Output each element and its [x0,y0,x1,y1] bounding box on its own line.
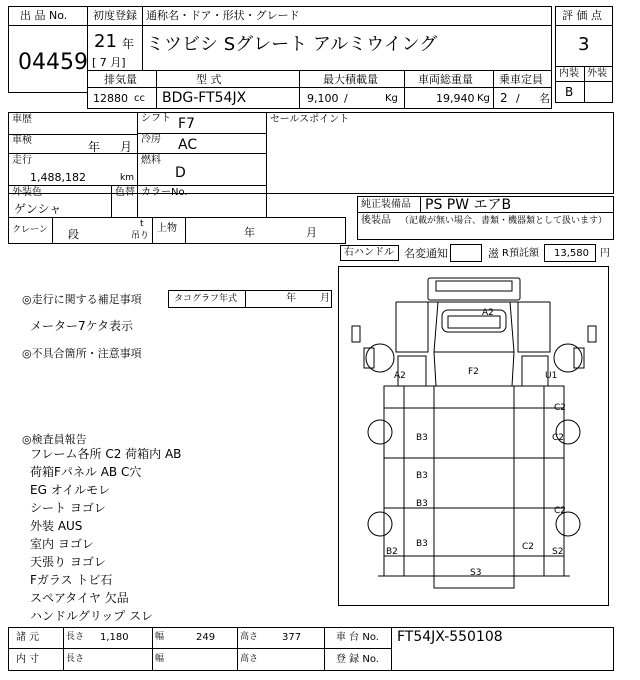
upload-label: 上物 [157,223,177,234]
steering: 右ハンドル [344,247,394,258]
upload-year-unit: 年 [244,226,255,239]
lot-label: 出 品 No. [20,9,68,22]
inspection-label: 車検 [12,135,32,146]
name-change-box [450,244,482,262]
interior-dims-label: 内 寸 [16,654,40,665]
report-line: 室内 ヨゴレ [30,537,94,551]
report-line: シート ヨゴレ [30,501,106,515]
fuel: D [175,165,186,181]
displacement-label: 排気量 [104,73,137,86]
displacement-unit: cc [134,93,145,104]
gross-weight: 19,940 [436,92,475,105]
width-label-interior: 幅 [155,654,165,664]
standard-label: 純正装備品 [361,199,411,210]
interior-label: 内装 [559,68,579,79]
plate-label: 滋 [488,247,499,260]
tacho-month-unit: 月 [320,293,330,304]
first-reg-month: [ 7 月] [92,56,126,69]
diagram-mark: C2 [554,403,567,413]
capacity: 2 [500,91,508,105]
shift-label: シフト [141,113,171,124]
max-load: 9,100 [307,92,339,105]
lot-number: 04459 [18,50,88,75]
crane-label: クレーン [12,225,48,235]
mileage-label: 走行 [12,155,32,166]
defects-title: ◎不具合箇所・注意事項 [22,347,142,360]
car-name: ミツビシ Sグレート アルミウイング [146,34,438,55]
gross-weight-label: 車両総重量 [418,73,473,86]
shift: F7 [178,116,195,132]
name-change-label: 名変通知 [404,247,448,260]
aftermarket-label: 後装品 [361,215,391,226]
report-line: EG オイルモレ [30,483,111,497]
dims-label: 諸 元 [16,632,40,643]
fuel-label: 燃料 [141,155,161,166]
crane-stage-unit: 段 [68,228,79,241]
recycle-unit: 円 [600,248,610,259]
interior-grade: B [565,85,574,99]
diagram-mark: B3 [416,433,428,443]
max-load-unit: Kg [385,93,398,104]
report-line: フレーム各所 C2 荷箱内 AB [30,447,182,461]
report-line: スペアタイヤ 欠品 [30,591,129,605]
recycle-label: R預託額 [502,248,539,259]
color-no-label: カラーNo. [141,187,188,198]
crane-ton-top: t [140,219,144,229]
standard: PS PW エアB [425,197,512,213]
model-code: BDG-FT54JX [162,90,247,106]
sales-point-label: セールスポイント [270,114,350,125]
exterior-grade-cell [584,81,613,103]
car-name-label: 通称名・ドア・形状・グレード [146,9,300,22]
reg-label: 登 録 No. [336,654,379,665]
diagram-mark: C2 [552,433,565,443]
vin-label: 車 台 No. [336,632,379,643]
mileage: 1,488,182 [30,171,86,184]
height: 377 [282,632,302,643]
diagram-mark: S2 [552,547,564,557]
width-cell [152,627,238,649]
tacho-label: タコグラフ年式 [174,294,238,304]
report-line: 天張り ヨゴレ [30,555,106,569]
diagram-mark: A2 [394,371,406,381]
height-label-interior: 高さ [240,654,259,664]
inspection-year-unit: 年 [88,140,101,154]
inspector-title: ◎検査員報告 [22,433,87,446]
diagram-mark: B2 [386,547,398,557]
diagram-mark: U1 [545,371,558,381]
length: 1,180 [100,632,129,643]
displacement: 12880 [93,92,128,105]
diagram-mark: F2 [468,367,479,377]
meter-note: メーター7ケタ表示 [30,319,134,333]
capacity-label: 乗車定員 [499,73,543,86]
diagram-mark: S3 [470,568,482,578]
exterior-label: 外装 [587,68,607,79]
first-reg-year-unit: 年 [122,37,135,51]
mileage-unit: km [120,173,134,183]
diagram-mark: A2 [482,308,494,318]
recycle-amount: 13,580 [554,248,589,259]
color-code-label: 色替 [115,187,135,198]
ac-label: 冷房 [141,134,161,145]
length-label-interior: 長さ [66,654,85,664]
width-interior-cell [152,648,238,671]
diagram-mark: B3 [416,471,428,481]
report-line: 荷箱Fパネル AB C穴 [30,465,142,479]
report-line: ハンドルグリップ スレ [30,609,154,623]
diagram-mark: B3 [416,499,428,509]
color: ゲンシャ [14,202,62,216]
upload-month-unit: 月 [306,226,317,239]
width-label: 幅 [155,632,165,642]
aftermarket-note: （記載が無い場合、書類・機器類として扱います） [400,216,608,226]
ac: AC [178,137,198,153]
crane-ton-bottom: 吊り [131,231,150,241]
supplement-title: ◎走行に関する補足事項 [22,293,142,306]
model-label: 型 式 [196,73,222,86]
report-line: Fガラス トビ石 [30,573,113,587]
gross-weight-unit: Kg [477,93,490,104]
inspection-month-unit: 月 [120,140,133,154]
first-reg-label: 初度登録 [93,9,137,22]
tacho-year-unit: 年 [286,293,296,304]
first-reg-year: 21 [94,31,117,52]
overall-grade: 3 [578,34,590,55]
model-label-cell [156,70,300,88]
width: 249 [196,632,216,643]
report-line: 外装 AUS [30,519,83,533]
diagram-mark: B3 [416,539,428,549]
color-label: 外装色 [12,187,42,198]
vin: FT54JX-550108 [397,629,503,645]
truck-diagram [338,266,609,606]
length-label: 長さ [66,632,85,642]
capacity-slash: / [516,92,520,105]
diagram-mark: C2 [522,542,535,552]
height-label: 高さ [240,632,259,642]
max-load-slash: / [344,92,348,105]
diagram-mark: C2 [554,506,567,516]
max-load-label: 最大積載量 [323,73,378,86]
grade-label: 評 価 点 [562,9,602,22]
capacity-unit: 名 [539,92,550,105]
history-label: 車歴 [12,114,32,125]
